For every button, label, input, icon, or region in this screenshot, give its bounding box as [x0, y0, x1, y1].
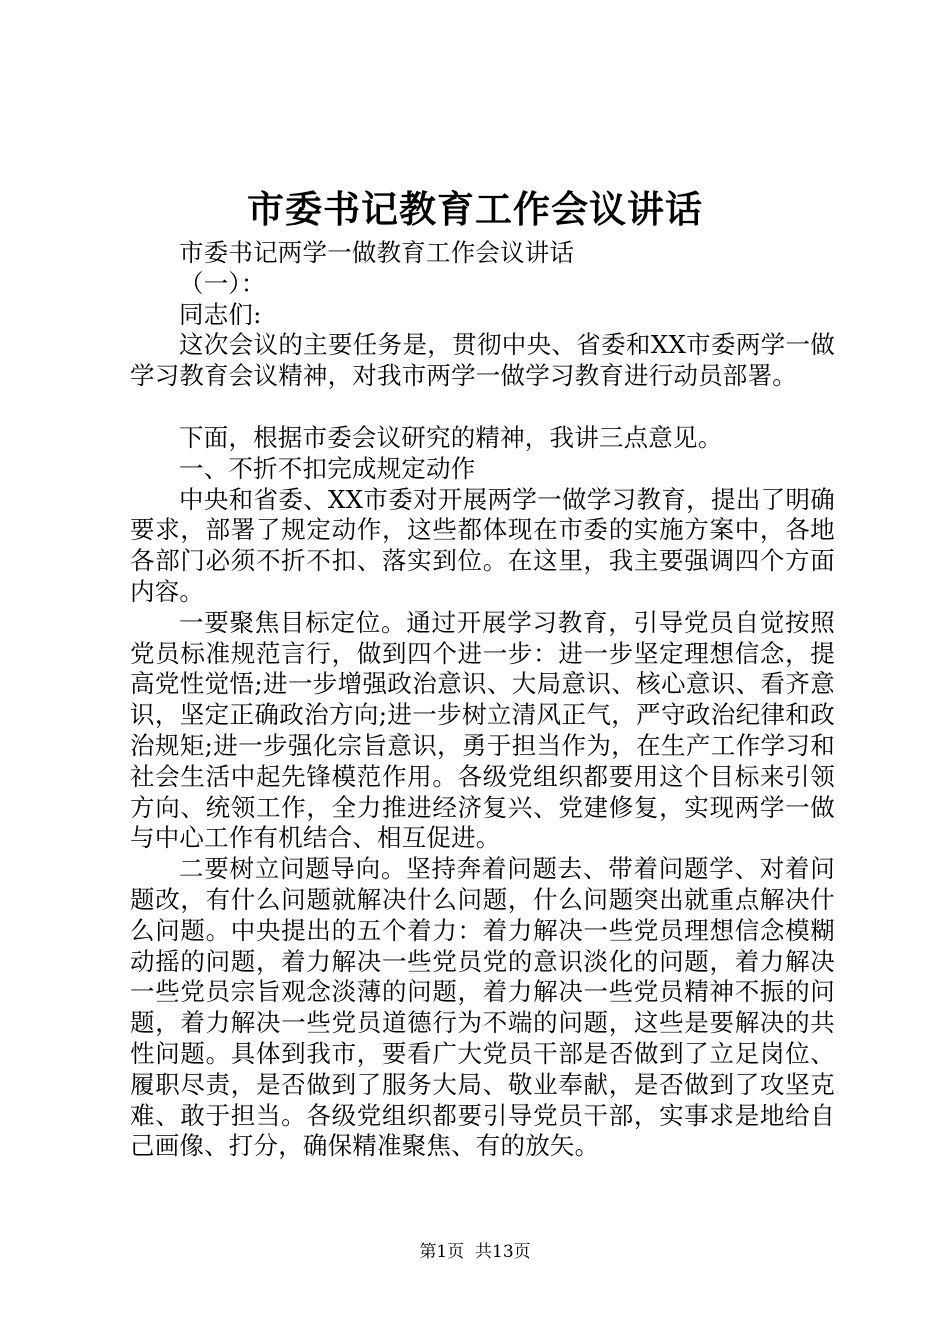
document-title: 市委书记教育工作会议讲话: [247, 187, 703, 231]
page-total: 共13页: [475, 1242, 531, 1262]
body-paragraph: 一要聚焦目标定位。通过开展学习教育，引导党员自觉按照党员标准规范言行，做到四个进一步：进一步坚定理想信念，提高党性觉悟;进一步增强政治意识、大局意识、核心意识、看齐意识，坚定正确政治方向;进一步树立清风正气，严守政治纪律和政治规矩;进一步强化宗旨意识，勇于担当作为，在生产工作学习和社会生活中起先锋模范作用。各级党组织都要用这个目标来引领方向、统领工作，全力推进经济复兴、党建修复，实现两学一做与中心工作有机结合、相互促进。: [130, 607, 835, 853]
intro-paragraph: 这次会议的主要任务是，贯彻中央、省委和XX市委两学一做学习教育会议精神，对我市两学一做学习教育进行动员部署。: [130, 330, 835, 391]
body-paragraph: 中央和省委、XX市委对开展两学一做学习教育，提出了明确要求，部署了规定动作，这些都体现在市委的实施方案中，各地各部门必须不折不扣、落实到位。在这里，我主要强调四个方面内容。: [130, 484, 835, 606]
section-heading: 一、不折不扣完成规定动作: [179, 453, 476, 483]
page-number: 第1页: [419, 1242, 465, 1262]
section-label-paragraph: （一）：: [179, 268, 266, 298]
overview-paragraph: 下面，根据市委会议研究的精神，我讲三点意见。: [179, 422, 723, 452]
salutation-paragraph: 同志们:: [179, 299, 262, 329]
body-paragraph: 二要树立问题导向。坚持奔着问题去、带着问题学、对着问题改，有什么问题就解决什么问题，什么问题突出就重点解决什么问题。中央提出的五个着力：着力解决一些党员理想信念模糊动摇的问题，着力解决一些党员党的意识淡化的问题，着力解决一些党员宗旨观念淡薄的问题，着力解决一些党员精神不振的问题，着力解决一些党员道德行为不端的问题，这些是要解决的共性问题。具体到我市，要看广大党员干部是否做到了立足岗位、履职尽责，是否做到了服务大局、敬业奉献，是否做到了攻坚克难、敢于担当。各级党组织都要引导党员干部，实事求是地给自己画像、打分，确保精准聚焦、有的放矢。: [130, 854, 835, 1161]
document-body: [130, 238, 835, 1162]
page-footer: [0, 1240, 950, 1264]
subtitle-paragraph: 市委书记两学一做教育工作会议讲话: [179, 238, 575, 267]
